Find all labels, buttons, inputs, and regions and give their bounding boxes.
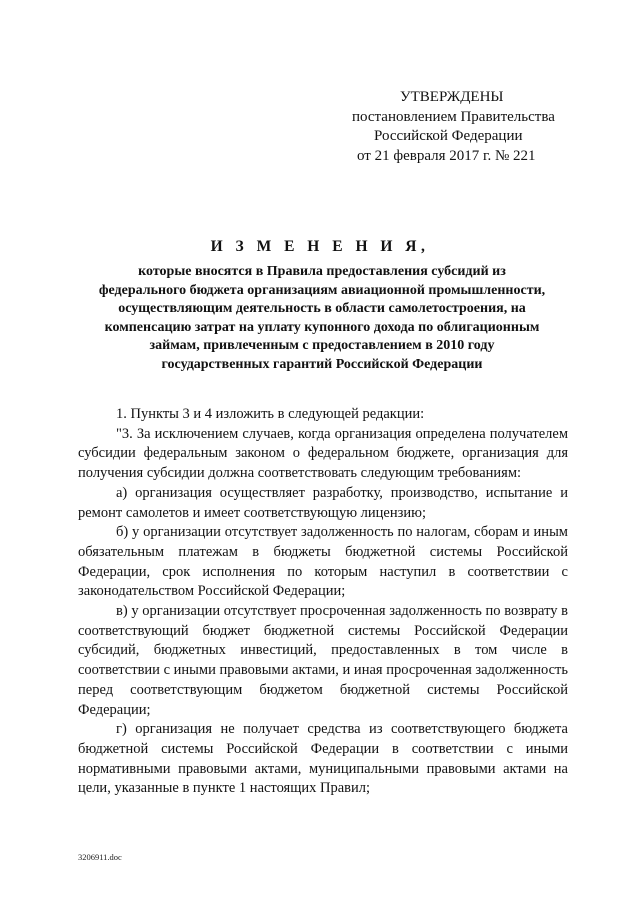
subtitle-line: осуществляющим деятельность в области самолетостроения, на — [118, 301, 526, 316]
paragraph-clause-3: "3. За исключением случаев, когда организация определена получателем субсидии федеральным законом о федеральном бюджете, организация для получения субсидии должна соответствовать следующим требованиям: — [78, 425, 568, 482]
document-body — [78, 405, 568, 799]
file-name-footer: 3206911.doc — [78, 852, 122, 862]
document-subtitle — [78, 263, 566, 374]
paragraph-subitem-a: а) организация осуществляет разработку, производство, испытание и ремонт самолетов и имеет соответствующую лицензию; — [78, 484, 568, 521]
approval-title: УТВЕРЖДЕНЫ — [400, 89, 504, 105]
subtitle-line: компенсацию затрат на уплату купонного дохода по облигационным — [104, 319, 540, 335]
subtitle-line: государственных гарантий Российской Федерации — [161, 356, 483, 372]
approval-line-decree: постановлением Правительства — [352, 108, 555, 125]
approval-block — [330, 88, 580, 166]
paragraph-subitem-g: г) организация не получает средства из соответствующего бюджета бюджетной системы Российской Федерации в соответствии с иными нормативными правовыми актами, муниципальными правовыми актами на цели, указанные в пункте 1 настоящих Правил; — [78, 721, 568, 797]
paragraph-subitem-b: б) у организации отсутствует задолженность по налогам, сборам и иным обязательным платежам в бюджеты бюджетной системы Российской Федерации, срок исполнения по которым наступил в соответствии с законодательством Российской Федерации; — [78, 524, 568, 600]
subtitle-line: федерального бюджета организациям авиационной промышленности, — [98, 282, 546, 298]
document-heading: И З М Е Н Е Н И Я, — [210, 238, 430, 255]
subtitle-line: которые вносятся в Правила предоставления субсидий из — [138, 264, 506, 279]
paragraph-item-1: 1. Пункты 3 и 4 изложить в следующей редакции: — [116, 406, 425, 422]
approval-line-date: от 21 февраля 2017 г. № 221 — [357, 147, 536, 164]
subtitle-line: займам, привлеченным с предоставлением в 2010 году — [149, 338, 495, 353]
paragraph-subitem-v: в) у организации отсутствует просроченная задолженность по возврату в соответствующий бюджет бюджетной системы Российской Федерации субсидий, бюджетных инвестиций, предоставленных в том числе в соответствии с иными правовыми актами, и иная просроченная задолженность перед соответствующим бюджетом бюджетной системы Российской Федерации; — [78, 603, 568, 718]
approval-line-federation: Российской Федерации — [374, 128, 523, 144]
